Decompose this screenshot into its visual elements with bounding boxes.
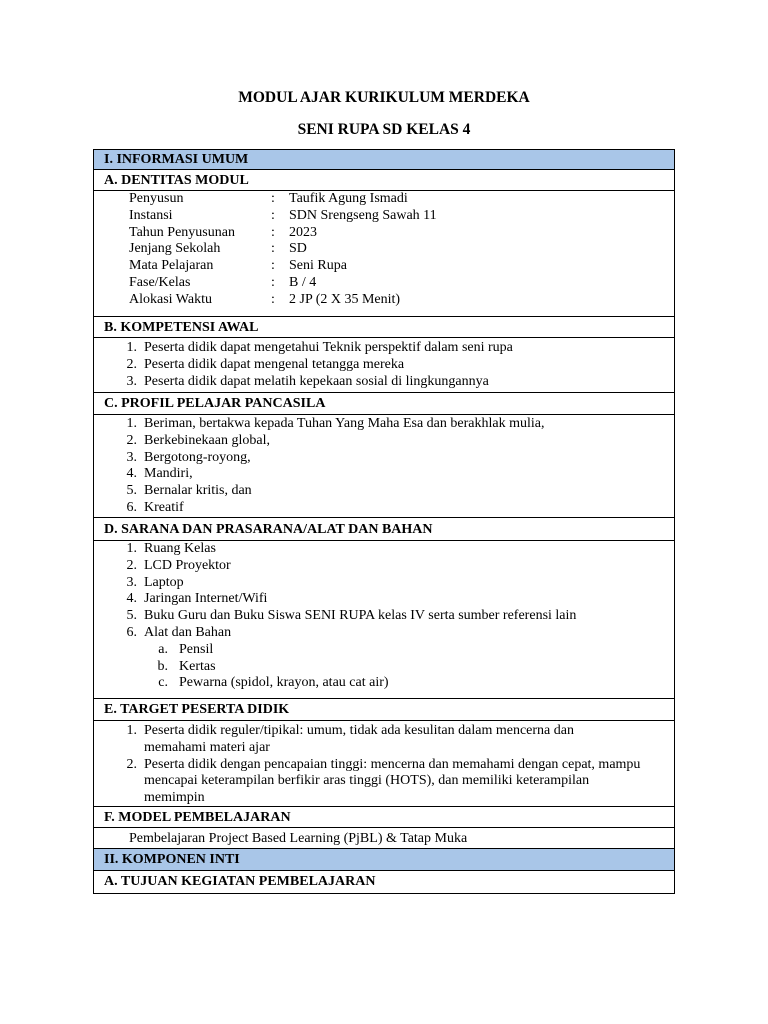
list-text: Bernalar kritis, dan [144,483,252,499]
identity-row [94,208,674,225]
identity-value: 2023 [289,224,317,240]
list-text: Peserta didik dapat mengetahui Teknik perspektif dalam seni rupa [144,340,513,355]
identity-value: 2 JP (2 X 35 Menit) [289,291,401,307]
list-text: LCD Proyektor [144,557,231,573]
identity-key: Instansi [129,207,173,223]
sub-list-text: Kertas [179,658,216,674]
list-number: 6. [126,624,137,640]
identity-colon: : [271,274,275,290]
list-text: Jaringan Internet/Wifi [144,591,268,607]
section-tujuan-kegiatan: A. TUJUAN KEGIATAN PEMBELAJARAN [104,874,376,889]
identity-row [94,191,674,208]
list-text: Bergotong-royong, [144,449,251,465]
identity-value: Taufik Agung Ismadi [289,191,408,206]
profil-list [94,415,674,518]
identity-colon: : [271,241,275,257]
list-item [94,433,674,450]
sub-list-item [94,642,674,659]
kompetensi-list [94,338,674,393]
model-text: Pembelajaran Project Based Learning (PjBL) & Tatap Muka [94,828,674,849]
list-item [94,558,674,575]
identity-row [94,225,674,242]
list-item [94,500,674,517]
list-item [94,625,674,642]
identity-colon: : [271,207,275,223]
section-profil-pancasila: C. PROFIL PELAJAR PANCASILA [94,393,674,415]
list-item [94,723,674,757]
identity-row [94,275,674,292]
list-item [94,466,674,483]
identity-colon: : [271,291,275,307]
sub-list-text: Pensil [179,641,214,657]
identity-value: Seni Rupa [289,258,347,274]
identity-colon: : [271,258,275,274]
list-text: Laptop [144,574,184,590]
list-number: 3. [126,574,137,590]
list-number: 5. [126,608,137,624]
list-number: 6. [126,499,137,515]
list-item [94,374,674,391]
list-number: 4. [126,591,137,607]
list-item [94,357,674,374]
list-number: 1. [126,416,137,431]
identity-key: Mata Pelajaran [129,258,214,274]
sub-list-letter: b. [157,658,168,674]
list-number: 1. [126,541,137,556]
list-text: Kreatif [144,499,184,515]
list-number: 2. [126,557,137,573]
document-title: MODUL AJAR KURIKULUM MERDEKA [238,89,530,106]
identity-key: Penyusun [129,191,184,206]
list-item [94,483,674,500]
identity-value: SDN Srengseng Sawah 11 [289,207,437,223]
list-text: Ruang Kelas [144,541,216,556]
section-identitas-modul: A. DENTITAS MODUL [94,170,674,191]
list-number: 2. [126,756,137,772]
identity-row [94,241,674,258]
list-number: 1. [126,340,137,355]
list-number: 5. [126,483,137,499]
sub-list-letter: c. [158,675,168,691]
list-item [94,575,674,592]
sub-list-item [94,659,674,676]
section-sarana-prasarana: D. SARANA DAN PRASARANA/ALAT DAN BAHAN [94,518,674,541]
identity-key: Fase/Kelas [129,274,191,290]
sarana-list [94,541,674,699]
identity-key: Jenjang Sekolah [129,241,221,257]
list-text: Peserta didik dapat mengenal tetangga mereka [144,356,405,372]
list-text: Berkebinekaan global, [144,432,270,448]
identity-colon: : [271,224,275,240]
identity-row [94,258,674,275]
module-table [93,149,675,894]
section-model-pembelajaran: F. MODEL PEMBELAJARAN [94,807,674,828]
list-item [94,541,674,558]
list-item [94,416,674,433]
list-text: Peserta didik dapat melatih kepekaan sosial di lingkungannya [144,373,489,389]
list-number: 3. [126,449,137,465]
list-item [94,340,674,357]
list-text: Beriman, bertakwa kepada Tuhan Yang Maha Esa dan berakhlak mulia, [144,416,545,431]
list-text: Mandiri, [144,466,193,482]
list-number: 1. [126,723,137,738]
identity-block [94,191,674,317]
section-komponen-inti: II. KOMPONEN INTI [94,849,674,871]
list-text: Buku Guru dan Buku Siswa SENI RUPA kelas IV serta sumber referensi lain [144,608,577,624]
list-text: Peserta didik dengan pencapaian tinggi: mencerna dan memahami dengan cepat, mampu mencapai keterampilan berfikir aras tinggi (HOTS), dan memiliki keterampilan memimpin [144,756,641,806]
section-kompetensi-awal: B. KOMPETENSI AWAL [94,317,674,338]
list-number: 2. [126,356,137,372]
identity-value: SD [289,241,307,257]
identity-row [94,292,674,309]
list-number: 4. [126,466,137,482]
identity-value: B / 4 [289,274,317,290]
list-item [94,450,674,467]
list-number: 3. [126,373,137,389]
list-number: 2. [126,432,137,448]
sub-list-item [94,675,674,692]
list-item [94,757,674,807]
sub-list-letter: a. [158,641,168,657]
identity-colon: : [271,191,275,206]
list-text: Alat dan Bahan [144,624,232,640]
list-item [94,608,674,625]
target-list [94,721,674,807]
list-text: Peserta didik reguler/tipikal: umum, tidak ada kesulitan dalam mencerna dan memahami materi ajar [144,723,574,755]
identity-key: Tahun Penyusunan [129,224,235,240]
identity-key: Alokasi Waktu [129,291,212,307]
document-subtitle: SENI RUPA SD KELAS 4 [297,121,471,138]
list-item [94,591,674,608]
section-target-peserta: E. TARGET PESERTA DIDIK [94,699,674,721]
sub-list-text: Pewarna (spidol, krayon, atau cat air) [179,675,389,691]
section-informasi-umum: I. INFORMASI UMUM [94,150,674,170]
